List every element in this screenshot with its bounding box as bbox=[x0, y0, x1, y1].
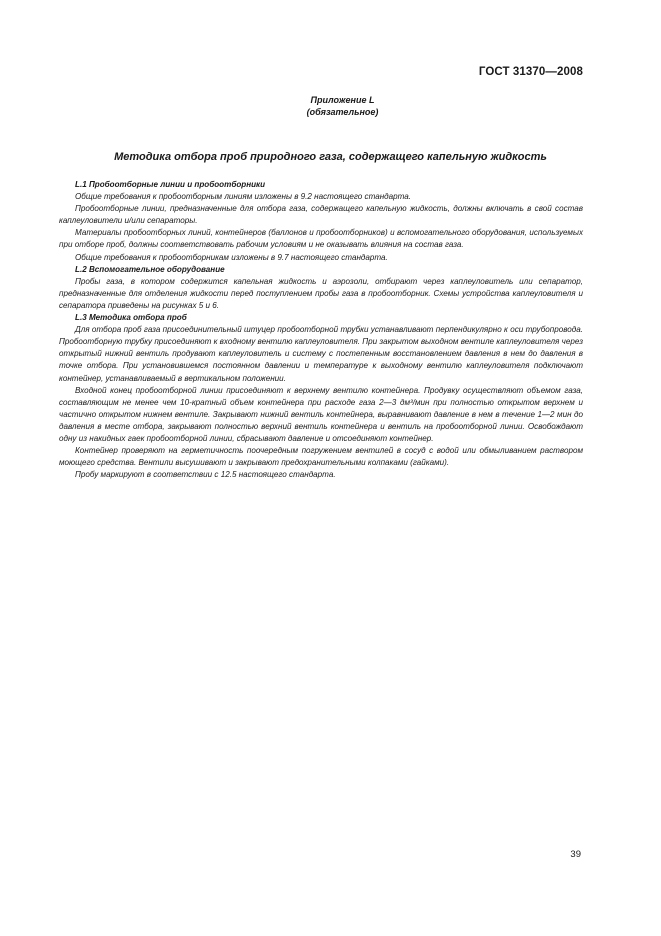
document-code: ГОСТ 31370—2008 bbox=[478, 66, 583, 78]
paragraph: Пробы газа, в котором содержится капельная жидкость и аэрозоли, отбирают через каплеуловитель или сепаратор, предназначенные для отделения жидкости перед поступлением пробы газа в пробоотборник. Схемы устройства каплеуловителя и сепаратора приведены на рисунках 5 и 6. bbox=[59, 276, 583, 310]
section-heading: L.2 Вспомогательное оборудование bbox=[75, 264, 225, 274]
paragraph: Пробу маркируют в соответствии с 12.5 настоящего стандарта. bbox=[75, 470, 336, 480]
paragraph: Общие требования к пробоотборникам изложены в 9.7 настоящего стандарта. bbox=[75, 252, 388, 262]
section-heading: L.1 Пробоотборные линии и пробоотборники bbox=[75, 180, 266, 189]
appendix-status: (обязательное) bbox=[306, 106, 379, 117]
paragraph: Материалы пробоотборных линий, контейнеров (баллонов и пробоотборников) и вспомогательного оборудования, используемых при отборе проб, должны соответствовать рабочим условиям и не оказывать влияния на состав газа. bbox=[59, 228, 583, 250]
paragraph: Общие требования к пробоотборным линиям изложены в 9.2 настоящего стандарта. bbox=[75, 192, 412, 202]
paragraph: Для отбора проб газа присоединительный штуцер пробоотборной трубки устанавливают перпендикулярно к оси трубопровода. Пробоотборную трубку присоединяют к входному вентилю каплеуловителя. При закрытом выходном вентиле каплеуловителя через открытый нижний вентиль продувают каплеуловитель и систему с постепенным восстановлением давления в нем до давления в точке отбора. При установившемся постоянном давлении и температуре к выходному вентилю каплеуловителя подключают контейнер, устанавливаемый в вертикальном положении. bbox=[59, 325, 583, 383]
page-title: Методика отбора проб природного газа, содержащего капельную жидкость bbox=[114, 151, 547, 163]
paragraph: Входной конец пробоотборной линии присоединяют к верхнему вентилю контейнера. Продувку осуществляют объемом газа, составляющим не менее чем 10-кратный объем контейнера при расходе газа 2—3 дм³/мин при полностью открытом верхнем и частично открытом нижнем вентиле. Закрывают нижний вентиль контейнера, выравнивают давление в нем в течение 1—2 мин до давления в месте отбора, закрывают полностью верхний вентиль контейнера и вентиль на пробоотборной линии. Освобождают одну из накидных гаек пробоотборной линии, сбрасывают давление и отсоединяют контейнер. bbox=[59, 385, 583, 443]
paragraph: Контейнер проверяют на герметичность поочередным погружением вентилей в сосуд с водой или обмыливанием раствором моющего средства. Вентили высушивают и закрывают предохранительными колпаками (гайками). bbox=[59, 446, 583, 468]
section-heading: L.3 Методика отбора проб bbox=[75, 313, 187, 323]
page-number: 39 bbox=[570, 849, 581, 860]
appendix-title: Приложение L bbox=[310, 95, 375, 105]
paragraph: Пробоотборные линии, предназначенные для отбора газа, содержащего капельную жидкость, должны включать в свой состав каплеуловители и/или сепараторы. bbox=[59, 204, 583, 226]
appendix-header bbox=[0, 95, 661, 118]
document-body bbox=[59, 179, 583, 481]
